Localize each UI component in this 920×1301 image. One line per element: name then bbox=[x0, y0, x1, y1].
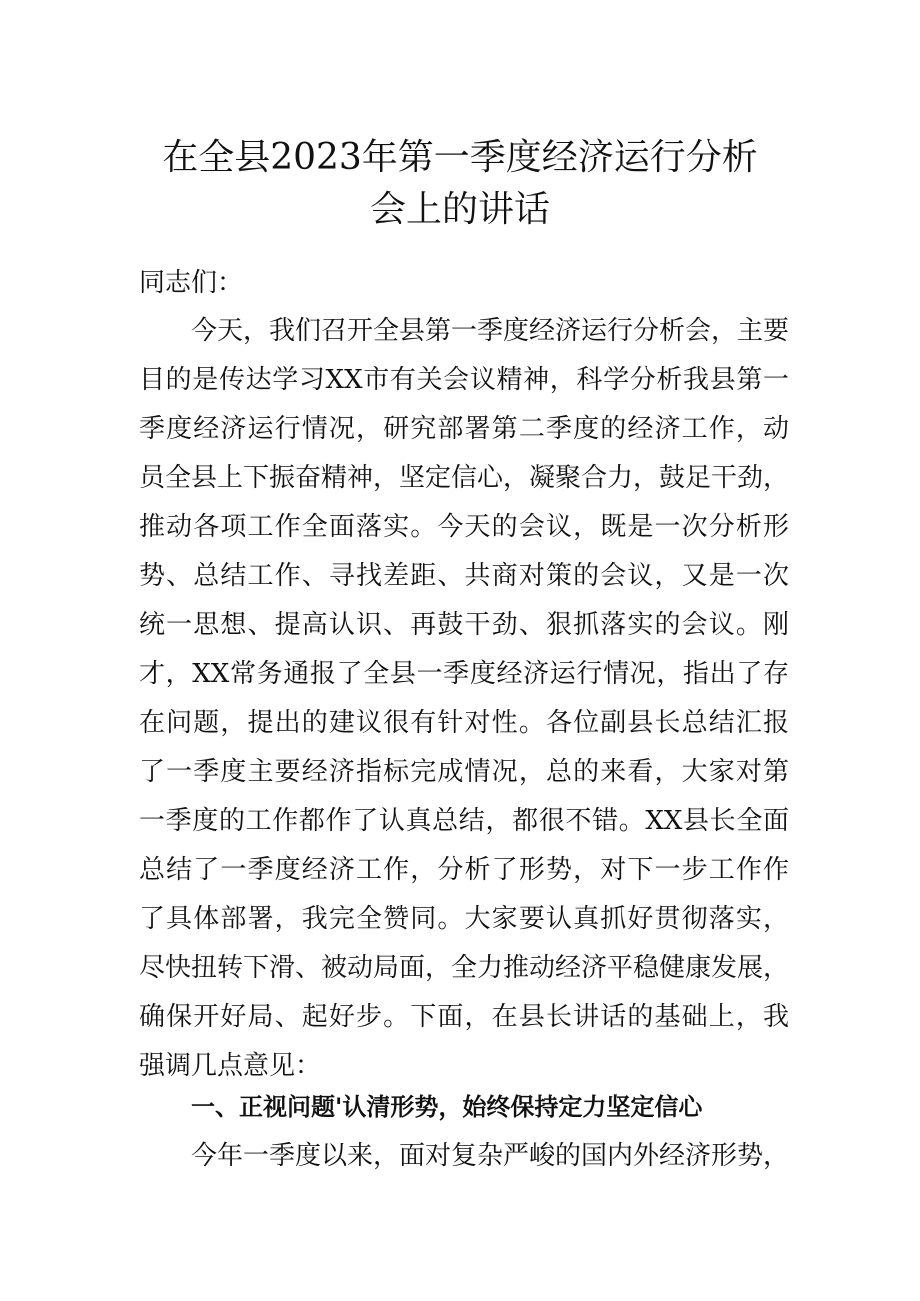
paragraph-1-line: 在问题，提出的建议很有针对性。各位副县长总结汇报 bbox=[139, 708, 789, 738]
paragraph-1-line: 一季度的工作都作了认真总结，都很不错。XX县长全面 bbox=[139, 806, 789, 836]
paragraph-1-line: 推动各项工作全面落实。今天的会议，既是一次分析形 bbox=[139, 512, 789, 542]
paragraph-2-line: 今年一季度以来，面对复杂严峻的国内外经济形势， bbox=[191, 1141, 790, 1171]
paragraph-1-line: 确保开好局、起好步。下面，在县长讲话的基础上，我 bbox=[139, 1002, 789, 1032]
paragraph-1-line: 统一思想、提高认识、再鼓干劲、狠抓落实的会议。刚 bbox=[139, 610, 789, 640]
paragraph-1-line: 目的是传达学习XX市有关会议精神，科学分析我县第一 bbox=[139, 365, 789, 395]
paragraph-1-line: 今天，我们召开全县第一季度经济运行分析会，主要 bbox=[191, 316, 790, 346]
paragraph-1-line: 强调几点意见： bbox=[139, 1051, 322, 1081]
paragraph-1-line: 季度经济运行情况，研究部署第二季度的经济工作，动 bbox=[139, 414, 789, 444]
paragraph-1-line: 员全县上下振奋精神，坚定信心，凝聚合力，鼓足干劲， bbox=[139, 463, 790, 493]
paragraph-1-line: 了具体部署，我完全赞同。大家要认真抓好贯彻落实， bbox=[139, 904, 789, 934]
paragraph-1-line: 才，XX常务通报了全县一季度经济运行情况，指出了存 bbox=[139, 659, 789, 689]
document-title-line-2: 会上的讲话 bbox=[369, 189, 550, 230]
paragraph-1-line: 势、总结工作、寻找差距、共商对策的会议，又是一次 bbox=[139, 561, 789, 591]
paragraph-1-line: 尽快扭转下滑、被动局面，全力推动经济平稳健康发展， bbox=[139, 953, 790, 983]
section-1-heading: 一、正视问题'认清形势，始终保持定力坚定信心 bbox=[191, 1093, 703, 1121]
document-title-line-1: 在全县2023年第一季度经济运行分析 bbox=[162, 137, 758, 178]
paragraph-1-line: 总结了一季度经济工作，分析了形势，对下一步工作作 bbox=[139, 855, 789, 885]
salutation: 同志们： bbox=[139, 268, 244, 298]
paragraph-1-line: 了一季度主要经济指标完成情况，总的来看，大家对第 bbox=[139, 757, 789, 787]
